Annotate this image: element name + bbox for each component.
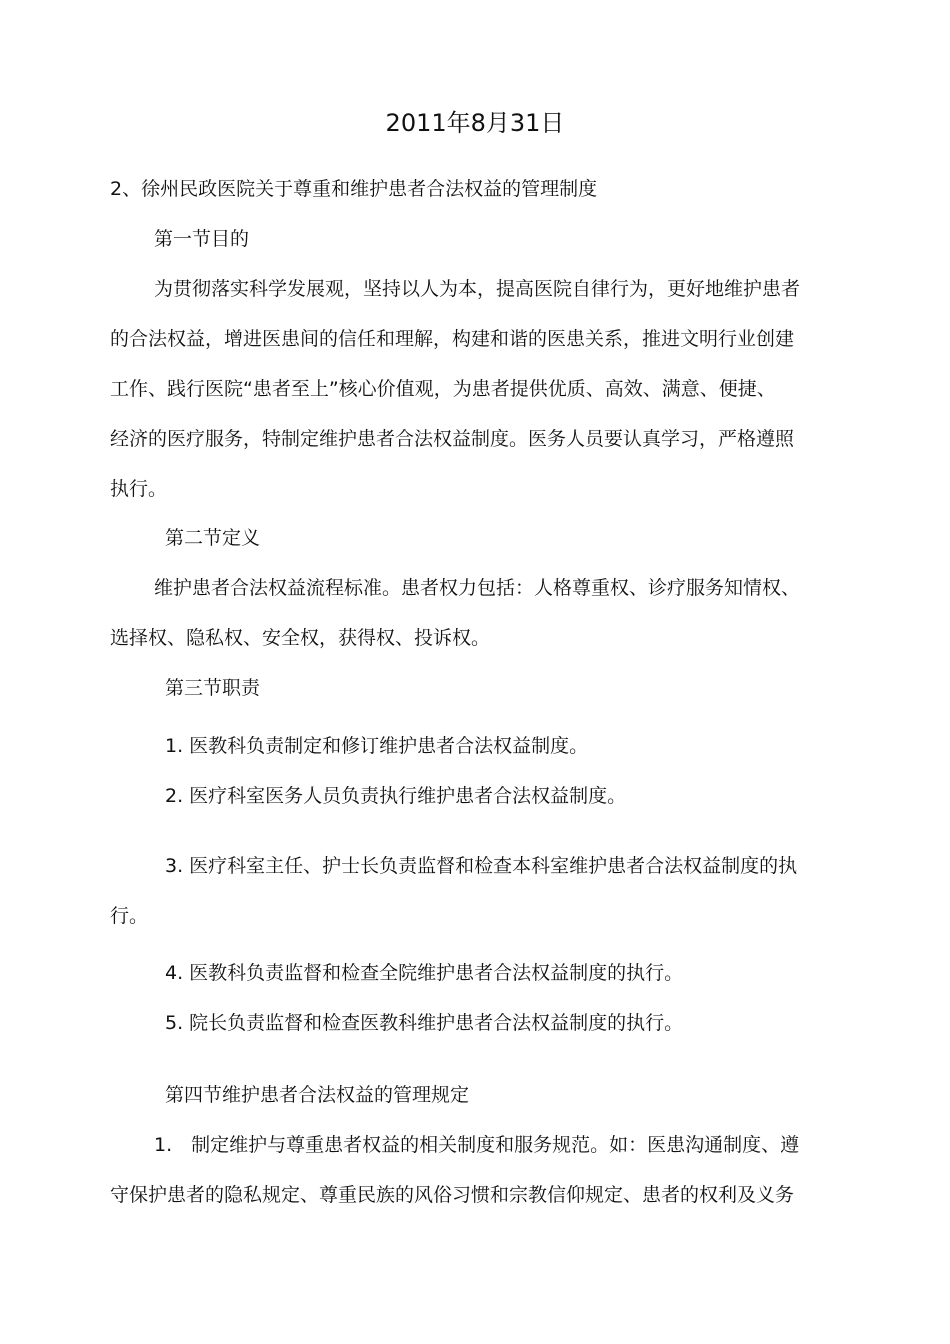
s4-paragraph-line: 1. 制定维护与尊重患者权益的相关制度和服务规范。如：医患沟通制度、遵 xyxy=(154,1134,800,1156)
s1-paragraph-line: 为贯彻落实科学发展观，坚持以人为本，提高医院自律行为，更好地维护患者 xyxy=(154,278,801,300)
s1-paragraph-line: 的合法权益，增进医患间的信任和理解，构建和谐的医患关系，推进文明行业创建 xyxy=(110,328,795,350)
s3-list-item: 3. 医疗科室主任、护士长负责监督和检查本科室维护患者合法权益制度的执 xyxy=(165,855,798,877)
s3-list-item: 1. 医教科负责制定和修订维护患者合法权益制度。 xyxy=(165,735,589,757)
s1-heading: 第一节目的 xyxy=(154,228,250,250)
s3-list-item: 4. 医教科负责监督和检查全院维护患者合法权益制度的执行。 xyxy=(165,962,684,984)
s3-list-item: 2. 医疗科室医务人员负责执行维护患者合法权益制度。 xyxy=(165,785,627,807)
s2-paragraph-line: 选择权、隐私权、安全权，获得权、投诉权。 xyxy=(110,627,491,649)
document-date: 2011年8月31日 xyxy=(385,109,565,137)
s3-list-item-continuation: 行。 xyxy=(110,905,149,927)
s4-paragraph-line: 守保护患者的隐私规定、尊重民族的风俗习惯和宗教信仰规定、患者的权利及义务 xyxy=(110,1184,795,1206)
s1-paragraph-line: 执行。 xyxy=(110,478,168,500)
s3-list-item: 5. 院长负责监督和检查医教科维护患者合法权益制度的执行。 xyxy=(165,1012,684,1034)
s3-heading: 第三节职责 xyxy=(165,677,261,699)
s4-heading: 第四节维护患者合法权益的管理规定 xyxy=(165,1084,470,1106)
s1-paragraph-line: 工作、践行医院“患者至上”核心价值观，为患者提供优质、高效、满意、便捷、 xyxy=(110,378,776,400)
s1-paragraph-line: 经济的医疗服务，特制定维护患者合法权益制度。医务人员要认真学习，严格遵照 xyxy=(110,428,795,450)
section-title: 2、徐州民政医院关于尊重和维护患者合法权益的管理制度 xyxy=(110,178,598,200)
s2-paragraph-line: 维护患者合法权益流程标准。患者权力包括：人格尊重权、诊疗服务知情权、 xyxy=(154,577,801,599)
s2-heading: 第二节定义 xyxy=(165,527,261,549)
